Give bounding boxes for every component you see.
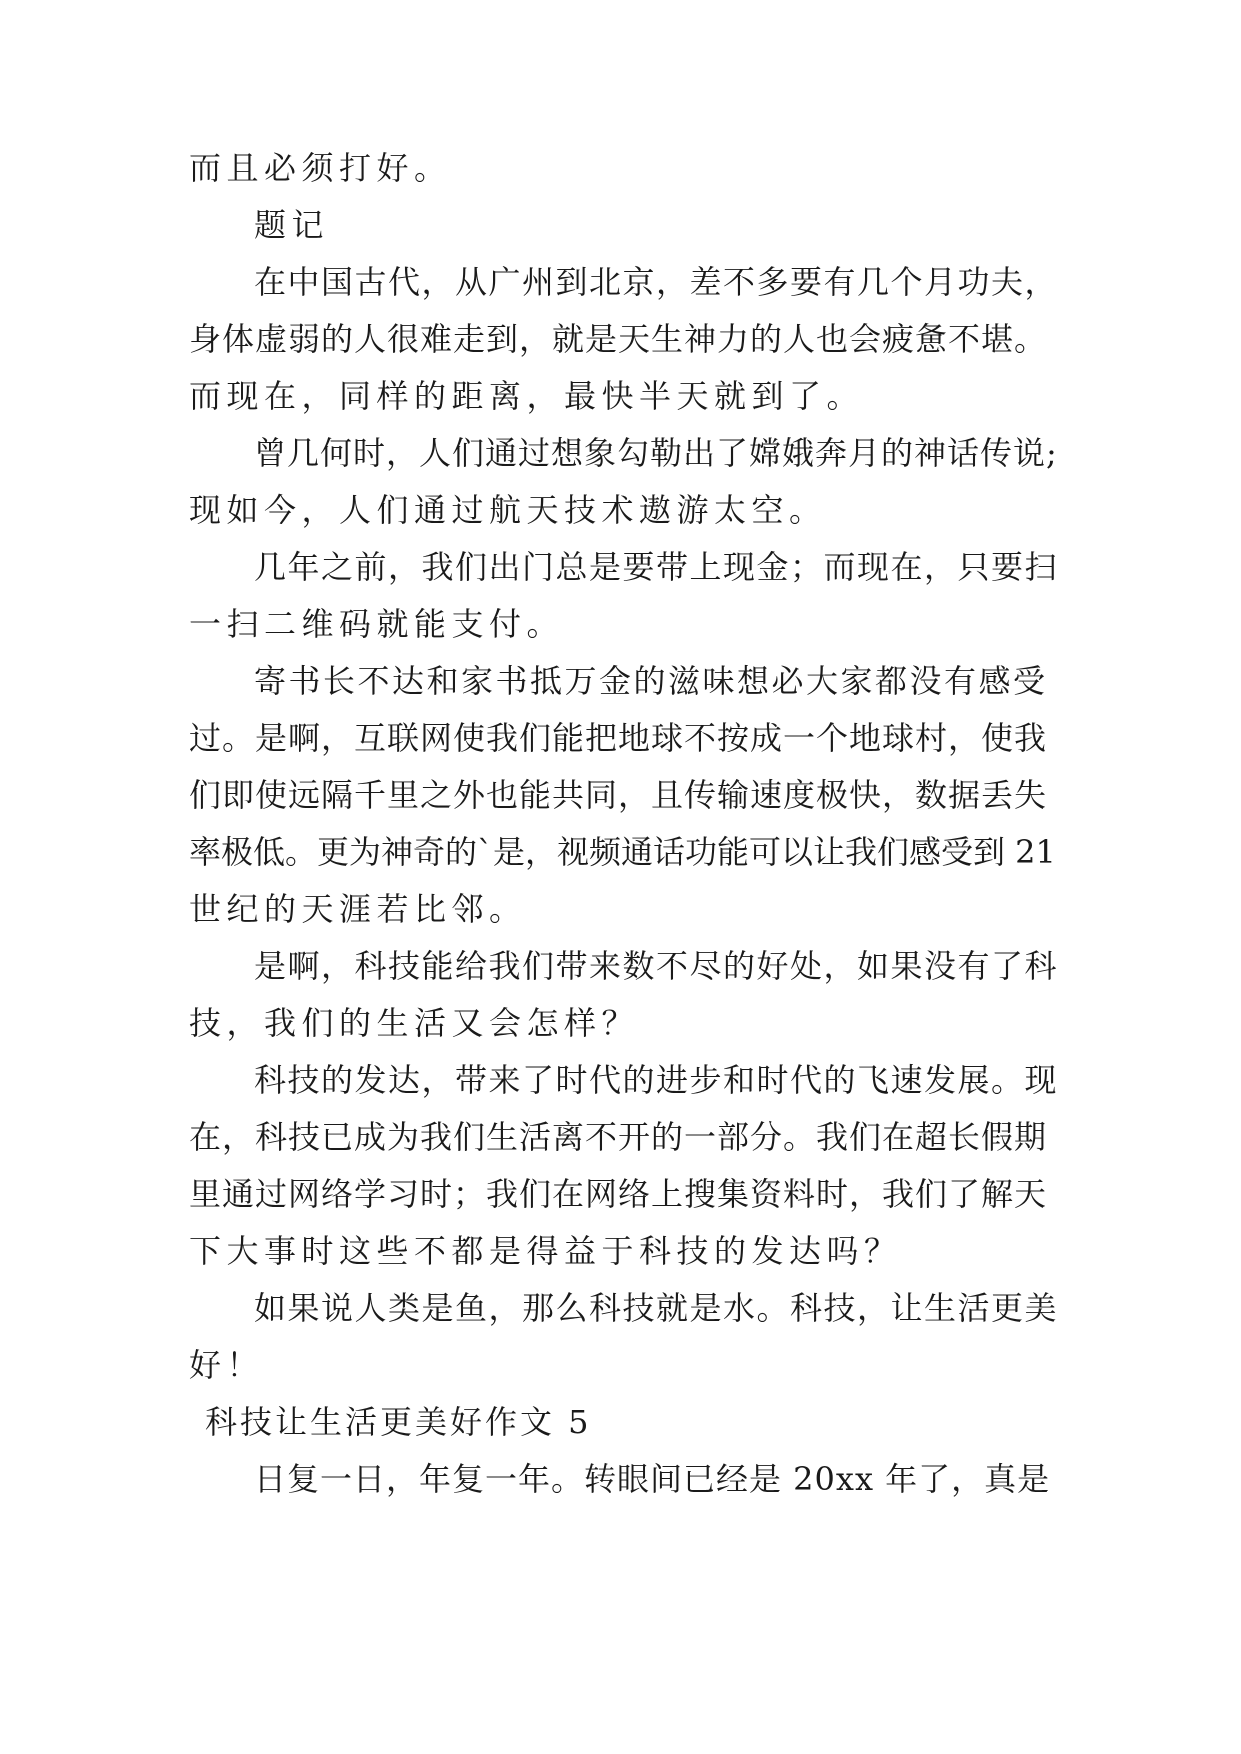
paragraph-line: 几年之前，我们出门总是要带上现金；而现在，只要扫 <box>254 548 1059 586</box>
paragraph-line: 如果说人类是鱼，那么科技就是水。科技，让生活更美 <box>254 1289 1059 1327</box>
paragraph-line: 而现在，同样的距离，最快半天就到了。 <box>189 377 865 415</box>
paragraph-line: 日复一日，年复一年。转眼间已经是 20xx 年了，真是 <box>254 1460 1051 1498</box>
paragraph-line: 下大事时这些不都是得益于科技的发达吗？ <box>189 1232 902 1270</box>
paragraph-line: 过。是啊，互联网使我们能把地球不按成一个地球村，使我 <box>189 719 1048 757</box>
paragraph-line: 科技的发达，带来了时代的进步和时代的飞速发展。现 <box>254 1061 1059 1099</box>
paragraph-line: 是啊，科技能给我们带来数不尽的好处，如果没有了科 <box>254 947 1059 985</box>
paragraph-line: 技，我们的生活又会怎样？ <box>189 1004 640 1042</box>
paragraph-line: 而且必须打好。 <box>189 149 452 187</box>
paragraph-line: 寄书长不达和家书抵万金的滋味想必大家都没有感受 <box>254 662 1048 700</box>
paragraph-line: 身体虚弱的人很难走到，就是天生神力的人也会疲惫不堪。 <box>189 320 1048 358</box>
paragraph-line: 好！ <box>189 1346 265 1384</box>
paragraph-line: 一扫二维码就能支付。 <box>189 605 565 643</box>
section-heading: 科技让生活更美好作文 5 <box>205 1403 592 1441</box>
paragraph-line: 世纪的天涯若比邻。 <box>189 890 527 928</box>
paragraph-line: 率极低。更为神奇的`是，视频通话功能可以让我们感受到 21 <box>189 833 1056 871</box>
paragraph-line: 在中国古代，从广州到北京，差不多要有几个月功夫， <box>254 263 1059 301</box>
paragraph-line: 题记 <box>254 206 330 244</box>
paragraph-line: 们即使远隔千里之外也能共同，且传输速度极快，数据丢失 <box>189 776 1048 814</box>
paragraph-line: 在，科技已成为我们生活离不开的一部分。我们在超长假期 <box>189 1118 1048 1156</box>
paragraph-line: 里通过网络学习时；我们在网络上搜集资料时，我们了解天 <box>189 1175 1048 1213</box>
paragraph-line: 曾几何时，人们通过想象勾勒出了嫦娥奔月的神话传说; <box>254 434 1058 472</box>
paragraph-line: 现如今，人们通过航天技术遨游太空。 <box>189 491 827 529</box>
